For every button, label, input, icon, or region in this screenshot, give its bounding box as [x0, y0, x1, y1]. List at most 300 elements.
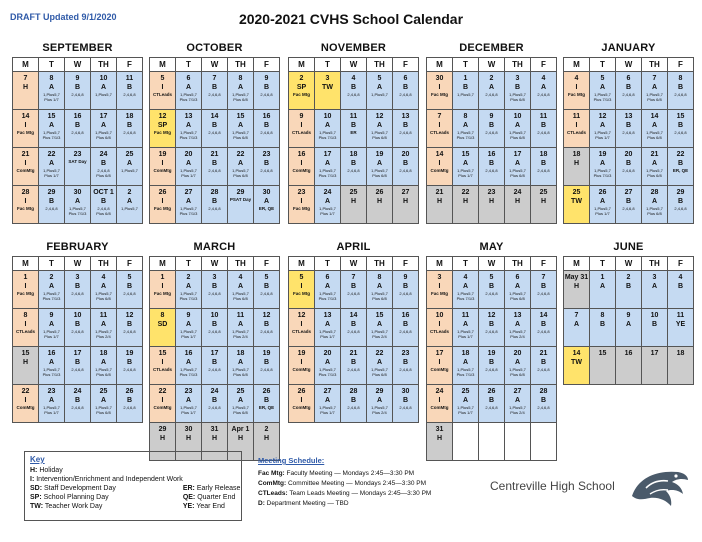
day-cell [616, 309, 642, 347]
day-type: B [402, 397, 409, 404]
day-cell [289, 309, 315, 347]
day-type: A [651, 160, 658, 167]
day-number: 14 [349, 312, 358, 319]
day-type: B [350, 122, 357, 129]
day-number: 17 [210, 350, 219, 357]
day-cell [531, 72, 557, 110]
key-text: Staff Development Day [44, 485, 116, 492]
day-number: 24 [99, 151, 108, 158]
day-number: 11 [676, 312, 685, 319]
day-periods: 1,Plus5,7 [371, 329, 388, 334]
day-number: 24 [513, 189, 522, 196]
day-note: CTLeads [429, 329, 449, 334]
month-march [149, 241, 280, 461]
day-type: I [161, 283, 164, 290]
day-cell [427, 271, 453, 309]
meeting-schedule-title: Meeting Schedule: [258, 456, 325, 465]
day-plus: Plus 1/7 [44, 97, 59, 102]
day-periods: 2,4,6,8 [260, 130, 273, 135]
key-right-column [183, 466, 253, 511]
day-cell [315, 110, 341, 148]
weekday-label: TH [228, 257, 254, 271]
day-note: Fac Mtg [292, 291, 310, 296]
day-periods: 2,4,6,8 [537, 130, 550, 135]
day-periods: 1,Plus5,7 [232, 329, 249, 334]
day-number: 14 [21, 113, 30, 120]
day-note: CTLeads [152, 367, 172, 372]
day-cell [176, 385, 202, 423]
day-type: I [438, 283, 441, 290]
day-number: 22 [461, 189, 470, 196]
day-number: 21 [435, 189, 444, 196]
weekday-label: F [117, 58, 143, 72]
day-number: 21 [650, 151, 659, 158]
day-type: A [324, 160, 331, 167]
day-periods: 2,4,6,8 [208, 168, 221, 173]
day-number: 11 [539, 113, 548, 120]
day-number: 8 [160, 312, 165, 319]
day-number: 8 [678, 75, 683, 82]
day-type: B [211, 283, 218, 290]
day-type: H [350, 198, 357, 205]
day-periods: 1,Plus5,7 [121, 206, 138, 211]
day-periods: 1,Plus5,7 [95, 92, 112, 97]
weekday-label: M [564, 257, 590, 271]
week-row [289, 186, 419, 224]
weekday-label: T [453, 58, 479, 72]
day-cell [427, 385, 453, 423]
day-periods: 2,4,6,8 [347, 291, 360, 296]
day-cell [315, 347, 341, 385]
day-number: 9 [75, 75, 80, 82]
day-cell [453, 110, 479, 148]
day-note: Fac Mtg [430, 92, 448, 97]
day-type: A [185, 321, 192, 328]
day-cell [176, 347, 202, 385]
day-cell [616, 347, 642, 385]
day-note: ER, QE [672, 168, 689, 173]
day-type: I [575, 122, 578, 129]
day-number: 16 [401, 312, 410, 319]
day-cell [117, 385, 143, 423]
day-cell [393, 385, 419, 423]
meeting-entry [258, 469, 478, 479]
day-type: A [462, 397, 469, 404]
day-periods: 1,Plus5,7 [457, 130, 474, 135]
weekday-label: M [13, 58, 39, 72]
day-number: 4 [101, 274, 106, 281]
day-cell [13, 148, 39, 186]
day-number: 12 [598, 113, 607, 120]
day-cell [315, 72, 341, 110]
day-plus: Plus 2/4 [233, 334, 248, 339]
weekday-header [289, 257, 419, 271]
day-cell [254, 271, 280, 309]
day-number: 27 [184, 189, 193, 196]
day-type: A [237, 122, 244, 129]
day-periods: 1,Plus5,7 [43, 367, 60, 372]
day-number: 8 [49, 75, 54, 82]
day-number: 23 [401, 350, 410, 357]
wildcat-logo-icon [628, 466, 690, 510]
day-periods: 2,4,6,8 [71, 329, 84, 334]
day-number: 2 [49, 274, 54, 281]
day-plus: Plus 7/1/3 [593, 173, 612, 178]
weekday-label: F [531, 58, 557, 72]
day-type: B [74, 397, 81, 404]
day-type: TW [571, 198, 582, 205]
day-cell [176, 148, 202, 186]
day-number: 17 [513, 151, 522, 158]
day-type: B [677, 198, 684, 205]
month-october [149, 42, 280, 224]
day-number: 9 [49, 312, 54, 319]
key-text: Intervention/Enrichment and Independent Work [36, 476, 183, 483]
day-number: 14 [650, 113, 659, 120]
day-plus: Plus 7/1/3 [179, 135, 198, 140]
day-cell [13, 271, 39, 309]
day-plus: Plus 7/1/3 [456, 372, 475, 377]
day-cell [39, 309, 65, 347]
day-number: 15 [375, 312, 384, 319]
day-cell [453, 271, 479, 309]
day-plus: Plus 6/8 [233, 173, 248, 178]
meeting-text: Faculty Meeting — Mondays 2:45—3:30 PM [286, 470, 415, 477]
day-number: 9 [403, 274, 408, 281]
day-type: B [263, 283, 270, 290]
day-cell [564, 148, 590, 186]
day-number: 7 [351, 274, 356, 281]
day-cell [341, 148, 367, 186]
day-cell [453, 186, 479, 224]
day-note: SAT Day [68, 159, 87, 164]
day-cell [531, 271, 557, 309]
weekday-label: T [176, 257, 202, 271]
day-cell [176, 271, 202, 309]
day-type: TW [571, 359, 582, 366]
day-number: 26 [598, 189, 607, 196]
day-plus: Plus 1/7 [595, 211, 610, 216]
month-name: MARCH [193, 241, 236, 253]
day-periods: 1,Plus5,7 [43, 329, 60, 334]
day-cell [228, 309, 254, 347]
day-periods: 1,Plus5,7 [180, 329, 197, 334]
week-row [289, 72, 419, 110]
day-cell [341, 385, 367, 423]
day-type: B [126, 397, 133, 404]
day-cell [393, 271, 419, 309]
day-cell [616, 110, 642, 148]
day-type: H [462, 198, 469, 205]
day-cell [367, 385, 393, 423]
day-type: A [651, 283, 658, 290]
day-type: B [677, 122, 684, 129]
day-type: A [462, 283, 469, 290]
day-cell [65, 148, 91, 186]
day-periods: 1,Plus5,7 [95, 405, 112, 410]
day-periods: 1,Plus5,7 [180, 168, 197, 173]
day-number: 3 [652, 274, 657, 281]
weekday-label: F [393, 58, 419, 72]
day-number: 28 [349, 388, 358, 395]
day-cell [65, 347, 91, 385]
day-number: 14 [435, 151, 444, 158]
day-number: 16 [262, 113, 271, 120]
day-type: A [376, 359, 383, 366]
day-number: 24 [323, 189, 332, 196]
day-cell [202, 309, 228, 347]
day-periods: 1,Plus5,7 [509, 329, 526, 334]
key-code: SD: [30, 485, 43, 492]
month-name: SEPTEMBER [42, 42, 113, 54]
month-february [12, 241, 143, 423]
day-note: ComMtg [430, 168, 449, 173]
day-type: A [237, 160, 244, 167]
day-cell [315, 385, 341, 423]
day-cell [479, 347, 505, 385]
key-box [24, 451, 242, 521]
day-number: 29 [158, 426, 167, 433]
day-number: 27 [513, 388, 522, 395]
day-cell [453, 72, 479, 110]
day-periods: 1,Plus5,7 [43, 405, 60, 410]
day-number: 13 [513, 312, 522, 319]
day-number: 16 [297, 151, 306, 158]
key-text: Year End [196, 503, 225, 510]
day-number: 25 [99, 388, 108, 395]
week-row [564, 186, 694, 224]
day-cell [289, 148, 315, 186]
day-number: 29 [375, 388, 384, 395]
day-cell [91, 110, 117, 148]
day-number: 11 [572, 113, 581, 120]
day-cell [393, 186, 419, 224]
day-number: 4 [351, 75, 356, 82]
day-periods: 2,4,6,8 [537, 405, 550, 410]
day-periods: 1,Plus5,7 [457, 168, 474, 173]
day-plus: Plus 2/4 [510, 334, 525, 339]
day-cell [453, 347, 479, 385]
day-cell [642, 347, 668, 385]
day-cell [228, 271, 254, 309]
key-title: Key [30, 455, 45, 464]
day-type: H [237, 435, 244, 442]
day-plus: Plus 6/8 [510, 296, 525, 301]
day-number: 11 [99, 312, 108, 319]
day-type: I [300, 397, 303, 404]
week-row [427, 110, 557, 148]
week-row [13, 110, 143, 148]
day-type: I [575, 84, 578, 91]
weekday-label: M [289, 58, 315, 72]
day-number: 7 [574, 312, 579, 319]
day-cell [590, 110, 616, 148]
day-type: B [540, 321, 547, 328]
day-periods: 2,4,6,8 [208, 367, 221, 372]
day-number: 5 [160, 75, 165, 82]
day-number: 18 [572, 151, 581, 158]
day-note: CTLeads [15, 329, 35, 334]
day-note: Fac Mtg [16, 130, 34, 135]
weekday-label: TH [505, 58, 531, 72]
day-periods: 1,Plus5,7 [509, 405, 526, 410]
day-periods: 2,4,6,8 [71, 367, 84, 372]
day-plus: Plus 7/1/3 [179, 296, 198, 301]
day-plus: Plus 7/1/3 [42, 372, 61, 377]
day-number: 22 [375, 350, 384, 357]
day-number: Apr 1 [231, 426, 250, 433]
day-cell [13, 347, 39, 385]
weekday-label: F [531, 257, 557, 271]
day-periods: 1,Plus5,7 [232, 405, 249, 410]
day-number: 26 [262, 388, 271, 395]
day-cell [117, 110, 143, 148]
day-note: ComMtg [16, 168, 35, 173]
day-plus: Plus 6/8 [372, 296, 387, 301]
key-text: Early Release [196, 485, 241, 492]
day-number: 28 [21, 189, 30, 196]
day-type: A [599, 84, 606, 91]
day-type: I [24, 321, 27, 328]
week-row [289, 271, 419, 309]
day-type: B [126, 283, 133, 290]
day-note: ComMtg [153, 405, 172, 410]
day-type: B [350, 160, 357, 167]
weekday-label: M [427, 257, 453, 271]
weekday-label: TH [367, 58, 393, 72]
day-number: 23 [47, 388, 56, 395]
day-cell [91, 347, 117, 385]
day-number: 1 [23, 274, 28, 281]
meeting-code: D: [258, 500, 265, 507]
day-type: H [22, 84, 29, 91]
day-number: 12 [297, 312, 306, 319]
day-type: B [402, 359, 409, 366]
day-type: A [651, 198, 658, 205]
day-cell [590, 271, 616, 309]
weekday-label: W [479, 58, 505, 72]
day-periods: 2,4,6,8 [622, 130, 635, 135]
key-text: Holiday [39, 467, 63, 474]
day-type: H [573, 160, 580, 167]
day-cell [65, 110, 91, 148]
day-number: May 31 [564, 274, 589, 281]
month-june [563, 241, 694, 385]
day-periods: 2,4,6,8 [399, 405, 412, 410]
day-cell [505, 110, 531, 148]
day-cell [668, 72, 694, 110]
weekday-label: TH [642, 257, 668, 271]
day-number: 3 [515, 75, 520, 82]
day-type: A [324, 321, 331, 328]
day-cell [505, 271, 531, 309]
day-type: H [22, 359, 29, 366]
day-cell [668, 309, 694, 347]
day-cell [453, 309, 479, 347]
day-type: TW [322, 84, 333, 91]
day-periods: 2,4,6,8 [208, 206, 221, 211]
day-number: 17 [323, 151, 332, 158]
day-type: B [126, 359, 133, 366]
day-type: H [402, 198, 409, 205]
day-note: ComMtg [153, 168, 172, 173]
day-cell [254, 347, 280, 385]
day-number: 5 [264, 274, 269, 281]
day-periods: 2,4,6,8 [485, 329, 498, 334]
day-number: 4 [238, 274, 243, 281]
day-number: 25 [349, 189, 358, 196]
day-periods: 1,Plus5,7 [180, 206, 197, 211]
day-periods: 1,Plus5,7 [646, 206, 663, 211]
day-note: ER, QE [258, 206, 275, 211]
day-number: 18 [349, 151, 358, 158]
key-code: QE: [182, 494, 196, 501]
day-number: 19 [487, 350, 496, 357]
day-cell [668, 186, 694, 224]
day-type: A [599, 198, 606, 205]
day-periods: 2,4,6,8 [485, 130, 498, 135]
week-row [150, 271, 280, 309]
day-number: 18 [99, 350, 108, 357]
day-number: 6 [325, 274, 330, 281]
day-plus: Plus 1/7 [320, 410, 335, 415]
day-number: 3 [75, 274, 80, 281]
day-cell [479, 186, 505, 224]
day-cell [616, 72, 642, 110]
day-cell [531, 148, 557, 186]
day-number: 26 [158, 189, 167, 196]
day-type: A [462, 160, 469, 167]
day-cell [150, 385, 176, 423]
week-row [427, 72, 557, 110]
day-number: 18 [236, 350, 245, 357]
month-grid [149, 256, 280, 461]
day-type: A [514, 321, 521, 328]
day-cell [65, 271, 91, 309]
day-note: ComMtg [292, 367, 311, 372]
day-type: B [211, 198, 218, 205]
day-cell [150, 271, 176, 309]
meeting-code: Fac Mtg: [258, 470, 285, 477]
day-type: I [438, 397, 441, 404]
day-cell [668, 110, 694, 148]
week-row [150, 148, 280, 186]
day-periods: 1,Plus5,7 [180, 92, 197, 97]
day-number: 28 [650, 189, 659, 196]
day-type: A [185, 397, 192, 404]
meeting-entry [258, 499, 478, 509]
day-number: 22 [21, 388, 30, 395]
day-number: 1 [463, 75, 468, 82]
day-cell [479, 385, 505, 423]
day-plus: Plus 7/1/3 [318, 173, 337, 178]
day-note: Fac Mtg [430, 291, 448, 296]
day-cell [564, 309, 590, 347]
day-number: 5 [377, 75, 382, 82]
day-cell [531, 385, 557, 423]
day-plus: Plus 7/1/3 [68, 211, 87, 216]
weekday-label: T [39, 58, 65, 72]
weekday-label: F [668, 58, 694, 72]
day-periods: 1,Plus5,7 [232, 92, 249, 97]
day-periods: 2,4,6,8 [347, 405, 360, 410]
day-cell [427, 72, 453, 110]
day-number: 9 [264, 75, 269, 82]
day-type: B [211, 359, 218, 366]
day-type: B [74, 122, 81, 129]
day-type: A [48, 84, 55, 91]
day-periods: 2,4,6,8 [123, 92, 136, 97]
